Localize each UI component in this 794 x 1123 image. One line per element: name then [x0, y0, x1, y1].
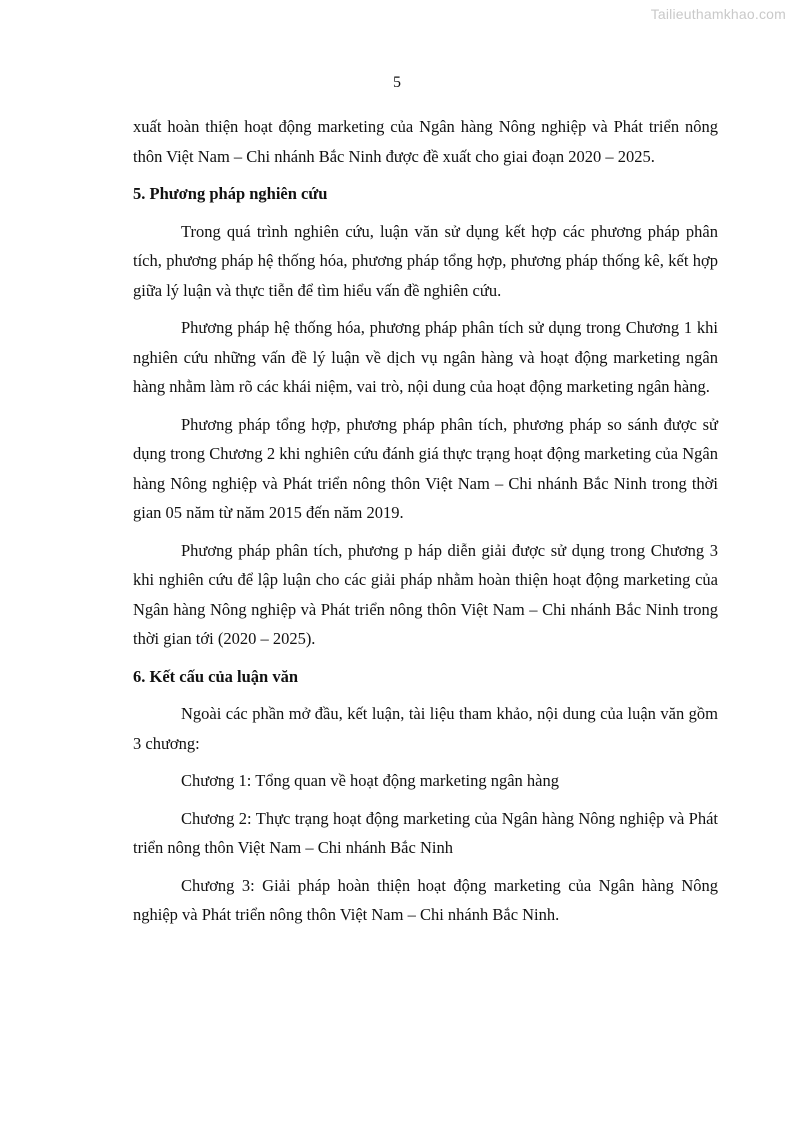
chapter-item-2: Chương 2: Thực trạng hoạt động marketing của Ngân hàng Nông nghiệp và Phát triển nông thôn Việt Nam – Chi nhánh Bắc Ninh	[133, 808, 718, 857]
paragraph-methods-chapter-2: Phương pháp tổng hợp, phương pháp phân tích, phương pháp so sánh được sử dụng trong Chương 2 khi nghiên cứu đánh giá thực trạng hoạt động marketing của Ngân hàng Nông nghiệp và Phát triển nông thôn Việt Nam – Chi nhánh Bắc Ninh trong thời gian 05 năm từ năm 2015 đến năm 2019.	[133, 414, 718, 522]
paragraph-methods-overview: Trong quá trình nghiên cứu, luận văn sử dụng kết hợp các phương pháp phân tích, phương pháp hệ thống hóa, phương pháp tổng hợp, phương pháp thống kê, kết hợp giữa lý luận và thực tiễn để tìm hiểu vấn đề nghiên cứu.	[133, 221, 718, 300]
document-body	[133, 112, 718, 938]
chapter-item-1: Chương 1: Tổng quan về hoạt động marketing ngân hàng	[181, 771, 560, 790]
paragraph-methods-chapter-3: Phương pháp phân tích, phương p háp diễn giải được sử dụng trong Chương 3 khi nghiên cứu để lập luận cho các giải pháp nhằm hoàn thiện hoạt động marketing của Ngân hàng Nông nghiệp và Phát triển nông thôn Việt Nam – Chi nhánh Bắc Ninh trong thời gian tới (2020 – 2025).	[133, 540, 718, 648]
paragraph-continuation: xuất hoàn thiện hoạt động marketing của Ngân hàng Nông nghiệp và Phát triển nông thôn Việt Nam – Chi nhánh Bắc Ninh được đề xuất cho giai đoạn 2020 – 2025.	[133, 117, 718, 166]
section-heading-research-methods: 5. Phương pháp nghiên cứu	[133, 184, 328, 203]
chapter-item-3: Chương 3: Giải pháp hoàn thiện hoạt động marketing của Ngân hàng Nông nghiệp và Phát triển nông thôn Việt Nam – Chi nhánh Bắc Ninh.	[133, 875, 718, 924]
paragraph-methods-chapter-1: Phương pháp hệ thống hóa, phương pháp phân tích sử dụng trong Chương 1 khi nghiên cứu những vấn đề lý luận về dịch vụ ngân hàng và hoạt động marketing ngân hàng nhằm làm rõ các khái niệm, vai trò, nội dung của hoạt động marketing ngân hàng.	[133, 318, 718, 396]
section-heading-thesis-structure: 6. Kết cấu của luận văn	[133, 666, 299, 686]
page-number: 5	[393, 74, 401, 91]
paragraph-structure-intro: Ngoài các phần mở đầu, kết luận, tài liệu tham khảo, nội dung của luận văn gồm 3 chương:	[133, 704, 718, 753]
watermark: Tailieuthamkhao.com	[650, 6, 786, 22]
